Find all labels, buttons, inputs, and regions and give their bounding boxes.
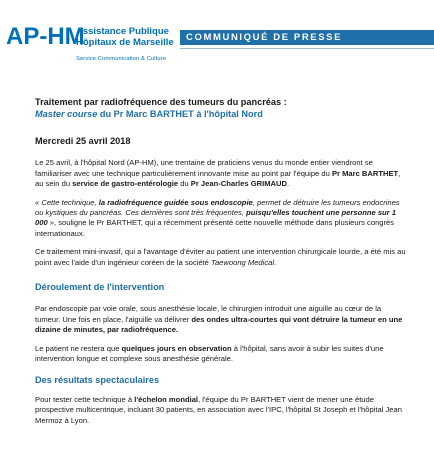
text-italic: Taewoong Medical (211, 257, 275, 267)
paragraph-intro (35, 158, 407, 189)
text-italic: , permet de détruire les tumeurs endocrines ou kystiques du pancréas. Ces dernières sont très fréquentes, (35, 197, 400, 218)
paragraph-quote (35, 198, 407, 240)
organization-name (76, 26, 174, 65)
text-bold-italic: la radiofréquence guidée sous endoscopie (98, 197, 253, 207)
text: Par endoscopie par voie orale, sous anesthésie locale, le chirurgien introduit une aiguille au cœur de la tumeur. Une fois en place, l'aiguille va délivrer (35, 304, 382, 324)
section-heading-results: Des résultats spectaculaires (35, 374, 160, 385)
text: du (178, 179, 191, 189)
text: Le 25 avril, à l'hôpital Nord (AP-HM), une trentaine de praticiens venus du monde entier viendront se familiariser avec une technique particulièrement innovante mise au point par l'équipe du (35, 158, 373, 178)
text: à l'hôpital, sans avoir à subir les suites d'une intervention longue et complexe sous anesthésie générale. (35, 343, 384, 364)
text-bold: quelques jours en observation (121, 343, 232, 353)
article-date: Mercredi 25 avril 2018 (35, 136, 131, 146)
aphm-logo (6, 20, 85, 55)
text: . (274, 257, 277, 267)
text-bold: Pr Jean-Charles GRIMAUD (190, 179, 287, 189)
press-release-banner: COMMUNIQUÉ DE PRESSE (180, 30, 434, 45)
text-bold: Pr Marc BARTHET (331, 168, 399, 178)
section-heading-procedure: Déroulement de l'intervention (35, 282, 165, 293)
text: . (286, 179, 290, 189)
text-bold: l'échelon mondial (134, 394, 199, 404)
press-header (0, 0, 434, 74)
banner-divider (180, 48, 434, 49)
article-body (35, 96, 407, 434)
text-bold: service de gastro-entérologie (72, 179, 179, 189)
text: », souligne le Pr BARTHET, qui a récemment présenté cette nouvelle méthode dans plusieurs congrès internationaux. (35, 218, 395, 238)
text: Pour tester cette technique à (35, 394, 135, 404)
paragraph-procedure (35, 304, 407, 335)
master-course-italic: Master course (35, 109, 98, 119)
service-name: Service Communication & Culture (76, 56, 167, 62)
paragraph-recovery (35, 344, 407, 365)
text: , au sein du (35, 168, 401, 189)
article-title: Traitement par radiofréquence des tumeurs du pancréas : (35, 97, 287, 107)
org-line-1: Assistance Publique (76, 26, 169, 37)
subtitle-rest: du Pr Marc BARTHET à l'hôpital Nord (97, 109, 263, 119)
text: Le patient ne restera que (35, 343, 122, 353)
text: , l'équipe du Pr BARTHET vient de mener une étude prospective multicentrique, incluant 30 patients, en association avec l'IPC, l'hôpital St Joseph et l'hôpital Jean Mermoz à Lyon. (35, 394, 402, 425)
org-line-2: Hôpitaux de Marseille (76, 37, 174, 48)
logo-text: AP-HM (6, 23, 85, 50)
text: Ce traitement mini-invasif, qui a l'avantage d'éviter au patient une intervention chirurgicale lourde, a été mis au point avec l'aide d'un ingénieur coréen de la société (35, 247, 406, 267)
article-subtitle (35, 108, 407, 120)
paragraph-technique (35, 247, 407, 268)
text-bold: des ondes ultra-courtes qui vont détruire la tumeur en une dizaine de minutes, par radiofréquence. (35, 314, 403, 335)
text-bold-italic: puisqu'elles touchent une personne sur 1 000 (35, 208, 396, 228)
paragraph-results (35, 395, 407, 426)
text-italic: « Cette technique, (35, 197, 99, 207)
